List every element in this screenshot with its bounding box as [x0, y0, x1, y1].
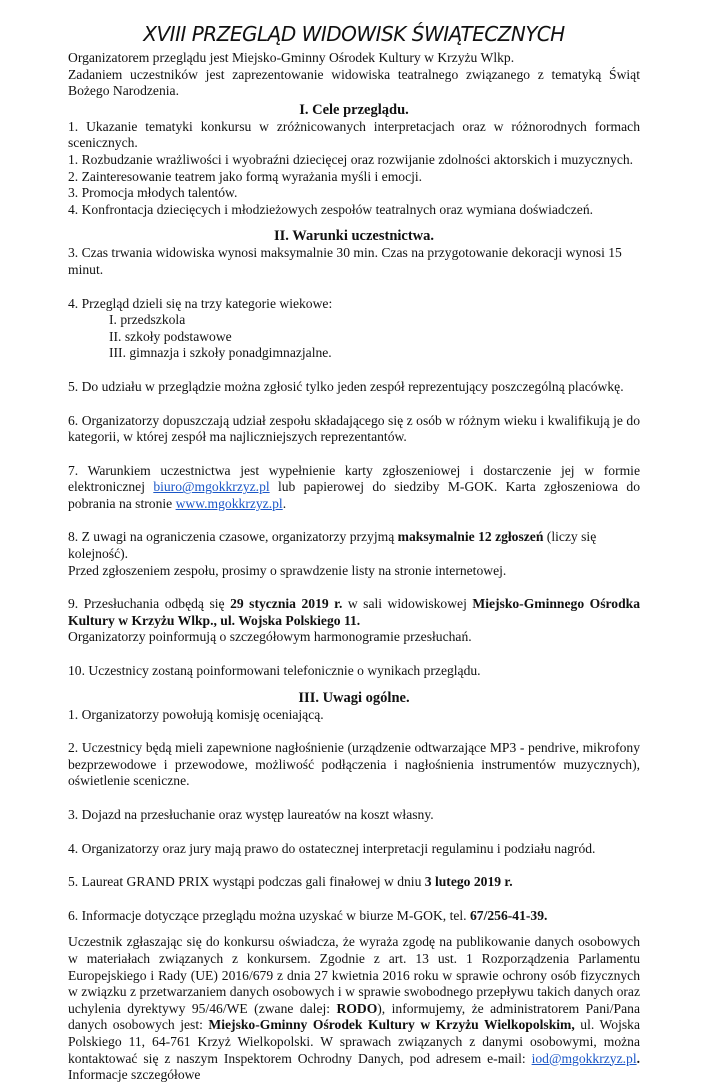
rule-5: 5. Do udziału w przeglądzie można zgłosić tylko jeden zespół reprezentujący poszczególną placówkę.	[68, 378, 624, 394]
remark-6	[68, 908, 640, 925]
document-title: XVIII PRZEGLĄD WIDOWISK ŚWIĄTECZNYCH	[143, 22, 565, 46]
section-3-heading: III. Uwagi ogólne.	[298, 689, 410, 706]
rodo-text-c: ul. Wojska Polskiego 11, 64-761 Krzyż Wielkopolski. W sprawach związanych z danymi osobowymi, można kontaktować się z naszym Inspektorem Ochrodny Danych, pod adresem e-mail:	[68, 1017, 640, 1066]
rule-7-text-a: 7. Warunkiem uczestnictwa jest wypełnienie karty zgłoszeniowej i dostarczenie jej w formie elektronicznej	[68, 462, 640, 495]
max-entries: maksymalnie 12 zgłoszeń	[397, 529, 544, 545]
document-page	[68, 20, 640, 1084]
remark-3: 3. Dojazd na przesłuchanie oraz występ laureatów na koszt własny.	[68, 807, 434, 822]
rodo-text-d: Informacje szczegółowe	[68, 1067, 201, 1083]
goal-item: 1. Rozbudzanie wrażliwości i wyobraźni dziecięcej oraz rozwijanie zdolności aktorskich i muzycznych.	[68, 151, 634, 167]
rule-7-text-b: lub papierowej do siedziby M-GOK. Karta zgłoszeniowa do pobrania na stronie	[68, 479, 640, 511]
iod-email-link[interactable]: iod@mgokkrzyz.pl	[531, 1050, 637, 1066]
remark-5	[68, 874, 640, 891]
phone-number: 67/256-41-39.	[469, 907, 548, 923]
goal-item: 4. Konfrontacja dziecięcych i młodzieżowych zespołów teatralnych oraz wymiana doświadczeń.	[68, 201, 594, 217]
rodo-abbrev: RODO	[336, 1000, 378, 1016]
rule-7-text-c: .	[282, 495, 287, 511]
rule-8-text-b: (liczy się kolejność).	[68, 529, 597, 562]
rule-6: 6. Organizatorzy dopuszczają udział zespołu składającego się z osób w różnym wieku i kwalifikują je do kategorii, w której zespół ma najliczniejszych reprezentantów.	[68, 412, 640, 445]
section-2-heading: II. Warunki uczestnictwa.	[273, 228, 435, 245]
rule-7	[68, 463, 640, 513]
rodo-clause	[68, 934, 640, 1083]
rule-8-line-2: Przed zgłoszeniem zespołu, prosimy o sprawdzenie listy na stronie internetowej.	[68, 562, 507, 578]
category-item: III. gimnazja i szkoły ponadgimnazjalne.	[109, 345, 332, 361]
gala-date: 3 lutego 2019 r.	[424, 874, 513, 890]
remark-5-text: 5. Laureat GRAND PRIX wystąpi podczas gali finałowej w dniu	[68, 874, 425, 890]
rodo-period: .	[636, 1050, 640, 1066]
goal-item: 1. Ukazanie tematyki konkursu w zróżnicowanych interpretacjach oraz w różnorodnych formach scenicznych.	[68, 118, 640, 151]
data-administrator: Miejsko-Gminny Ośrodek Kultury w Krzyżu Wielkopolskim,	[208, 1017, 575, 1033]
goal-item: 3. Promocja młodych talentów.	[68, 185, 238, 201]
goal-item: 2. Zainteresowanie teatrem jako formą wyrażania myśli i emocji.	[68, 168, 423, 184]
remark-6-text: 6. Informacje dotyczące przeglądu można uzyskać w biurze M-GOK, tel.	[68, 907, 470, 923]
rule-8-text-a: 8. Z uwagi na ograniczenia czasowe, organizatorzy przyjmą	[68, 529, 398, 545]
remark-4: 4. Organizatorzy oraz jury mają prawo do ostatecznej interpretacji regulaminu i podziału nagród.	[68, 840, 596, 856]
website-link[interactable]: www.mgokkrzyz.pl	[175, 495, 283, 511]
audition-date: 29 stycznia 2019 r.	[230, 596, 343, 612]
rule-8	[68, 529, 640, 562]
intro-line-1: Organizatorem przeglądu jest Miejsko-Gminny Ośrodek Kultury w Krzyżu Wlkp.	[68, 50, 515, 65]
rodo-text-a: Uczestnik zgłaszając się do konkursu oświadcza, że wyraża zgodę na publikowanie danych osobowych w materiałach związanych z konkursem. Zgodnie z art. 13 ust. 1 Rozporządzenia Parlamentu Europejskiego i Rady (UE) 2016/679 z dnia 27 kwietnia 2016 roku w sprawie ochrony osób fizycznych w związku z przetwarzaniem danych osobowych i w sprawie swobodnego przepływu takich danych oraz uchylenia dyrektywy 95/46/WE (zwane dalej:	[68, 934, 640, 1016]
rule-9-text-b: w sali widowiskowej	[342, 596, 473, 612]
rule-3: 3. Czas trwania widowiska wynosi maksymalnie 30 min. Czas na przygotowanie dekoracji wynosi 15 minut.	[68, 245, 622, 277]
email-link[interactable]: biuro@mgokkrzyz.pl	[153, 479, 270, 495]
remark-2: 2. Uczestnicy będą mieli zapewnione nagłośnienie (urządzenie odtwarzające MP3 - pendrive, mikrofony bezprzewodowe i przewodowe, możliwość podłączenia i nagłośnienia instrumentów muzycznych), oświetlenie sceniczne.	[68, 740, 640, 789]
rodo-text-b: ), informujemy, że administratorem Pani/Pana danych osobowych jest:	[68, 1000, 640, 1033]
rule-10: 10. Uczestnicy zostaną poinformowani telefonicznie o wynikach przeglądu.	[68, 663, 481, 679]
category-item: II. szkoły podstawowe	[109, 328, 232, 344]
intro-line-2: Zadaniem uczestników jest zaprezentowanie widowiska teatralnego związanego z tematyką Świąt Bożego Narodzenia.	[68, 66, 640, 99]
section-1-heading: I. Cele przeglądu.	[299, 101, 409, 118]
rule-4: 4. Przegląd dzieli się na trzy kategorie wiekowe:	[68, 295, 333, 311]
rule-9	[68, 596, 640, 629]
venue: Miejsko-Gminnego Ośrodka Kultury w Krzyżu Wlkp., ul. Wojska Polskiego 11.	[68, 596, 640, 628]
rule-9-line-2: Organizatorzy poinformują o szczegółowym harmonogramie przesłuchań.	[68, 629, 472, 645]
rule-9-text-a: 9. Przesłuchania odbędą się	[68, 596, 231, 612]
remark-1: 1. Organizatorzy powołują komisję oceniającą.	[68, 706, 324, 722]
category-item: I. przedszkola	[109, 312, 186, 328]
